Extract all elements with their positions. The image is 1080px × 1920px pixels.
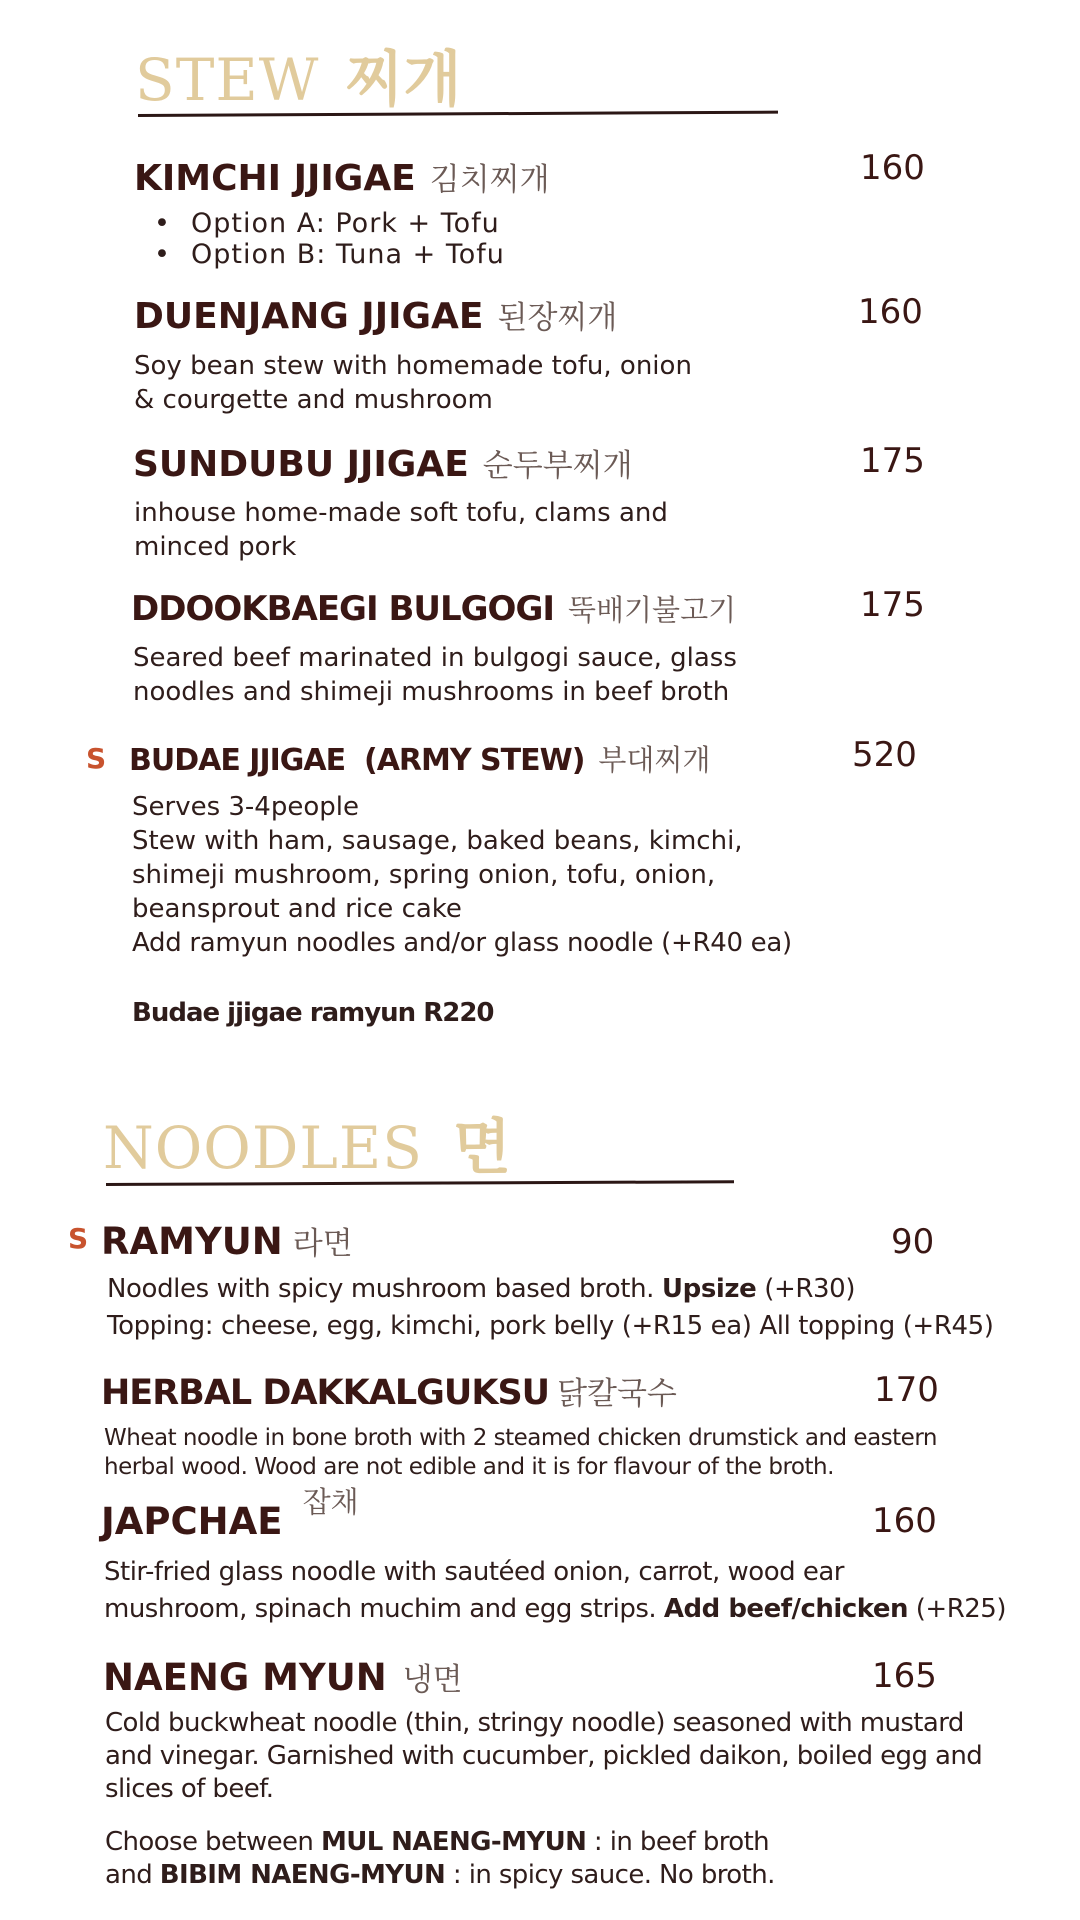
description-line: Seared beef marinated in bulgogi sauce, glass [133,643,737,673]
item-description [104,1423,937,1483]
menu-item-herbal-dakkalguksu [101,1368,677,1413]
price-ramyun: 90 [891,1222,935,1262]
price-kimchi-jjigae: 160 [860,148,925,188]
option-item: • Option A: Pork + Tofu [150,208,505,239]
description-line: Cold buckwheat noodle (thin, stringy noodle) seasoned with mustard [105,1708,964,1738]
item-description [132,790,792,960]
menu-item-duenjang-jjigae [134,292,617,337]
item-description [107,1272,994,1343]
item-name-korean: 김치찌개 [429,162,550,198]
item-name: SUNDUBU JJIGAE [133,444,469,485]
description-line [105,1859,775,1892]
item-name: HERBAL DAKKALGUKSU [101,1373,550,1413]
description-line: noodles and shimeji mushrooms in beef broth [133,677,730,707]
item-name: DUENJANG JJIGAE [134,296,484,337]
price-budae-jjigae: 520 [852,735,917,775]
price-ddookbaegi-bulgogi: 175 [860,585,925,625]
price-herbal-dakkalguksu: 170 [874,1370,939,1410]
item-name: JAPCHAE [101,1500,283,1543]
item-description [134,496,668,564]
description-line: Topping: cheese, egg, kimchi, pork belly (+R15 ea) All topping (+R45) [107,1311,994,1341]
description-text: (+R25) [908,1594,1006,1624]
menu-item-kimchi-jjigae [134,154,550,199]
description-line: Soy bean stew with homemade tofu, onion [134,351,692,381]
description-line [107,1272,994,1306]
item-name: BUDAE JJIGAE (ARMY STEW) [129,743,585,778]
menu-item-naeng-myun [103,1654,463,1699]
description-text: Choose between [105,1827,321,1857]
description-text: and [105,1860,160,1890]
stew-section-title [135,32,461,118]
description-line: Serves 3-4people [132,792,359,822]
description-text: mushroom, spinach muchim and egg strips. [104,1594,664,1624]
stew-title-ko: 찌개 [345,45,462,115]
naeng-myun-choice [105,1826,775,1892]
item-name: KIMCHI JJIGAE [134,158,416,199]
bibim-naeng-myun-label: BIBIM NAENG-MYUN [159,1860,446,1890]
menu-item-ddookbaegi-bulgogi [131,588,736,629]
noodles-section-title [103,1100,511,1186]
description-line: Stew with ham, sausage, baked beans, kimchi, [132,826,743,856]
item-name-korean: 부대찌개 [598,743,711,777]
description-line: inhouse home-made soft tofu, clams and [134,498,668,528]
menu-item-ramyun [101,1218,353,1263]
spicy-indicator-s: S [68,1222,89,1255]
upsize-label: Upsize [661,1274,757,1304]
price-naeng-myun: 165 [872,1656,937,1696]
item-name: DDOOKBAEGI BULGOGI [131,589,555,629]
item-name-korean: 된장찌개 [497,300,618,336]
description-text: : in spicy sauce. No broth. [445,1860,775,1890]
menu-item-japchae [101,1485,359,1543]
item-name-korean: 순두부찌개 [482,448,633,484]
description-line: shimeji mushroom, spring onion, tofu, onion, [132,860,716,890]
item-name-korean: 냉면 [402,1662,463,1698]
menu-item-budae-jjigae [129,738,710,779]
description-line: slices of beef. [105,1774,274,1804]
description-text: : in beef broth [586,1827,770,1857]
kimchi-jjigae-options [150,208,505,270]
stew-title-en: STEW [135,46,320,114]
description-line: & courgette and mushroom [134,385,493,415]
description-line [105,1826,775,1859]
item-name: RAMYUN [101,1220,283,1263]
description-line: herbal wood. Wood are not edible and it is for flavour of the broth. [104,1454,834,1480]
noodles-title-en: NOODLES [103,1114,423,1182]
item-name: NAENG MYUN [103,1656,387,1699]
menu-item-sundubu-jjigae [133,440,633,485]
add-beef-chicken-label: Add beef/chicken [663,1594,908,1624]
item-description [104,1554,1006,1628]
item-description [133,641,737,709]
option-item: • Option B: Tuna + Tofu [150,239,505,270]
description-text: (+R30) [756,1274,856,1304]
mul-naeng-myun-label: MUL NAENG-MYUN [320,1827,587,1857]
item-name-korean: 라면 [292,1226,353,1262]
item-description [134,349,692,417]
description-line: Wheat noodle in bone broth with 2 steamed chicken drumstick and eastern [104,1425,937,1451]
budae-ramyun-note: Budae jjigae ramyun R220 [132,998,494,1028]
price-duenjang-jjigae: 160 [858,292,923,332]
item-name-korean: 잡채 [302,1485,359,1519]
noodles-title-ko: 면 [452,1113,511,1183]
description-line: minced pork [134,532,297,562]
description-line: Add ramyun noodles and/or glass noodle (+R40 ea) [132,928,792,958]
item-name-korean: 뚝배기불고기 [568,593,737,627]
price-sundubu-jjigae: 175 [860,441,925,481]
description-line [104,1591,1006,1628]
price-japchae: 160 [872,1501,937,1541]
item-name-korean: 닭칼국수 [557,1376,677,1412]
item-description [105,1707,982,1806]
description-text: Noodles with spicy mushroom based broth. [107,1274,662,1304]
spicy-indicator-s: S [86,742,107,775]
description-line: and vinegar. Garnished with cucumber, pickled daikon, boiled egg and [105,1741,983,1771]
description-line: Stir-fried glass noodle with sautéed onion, carrot, wood ear [104,1557,844,1587]
description-line: beansprout and rice cake [132,894,462,924]
